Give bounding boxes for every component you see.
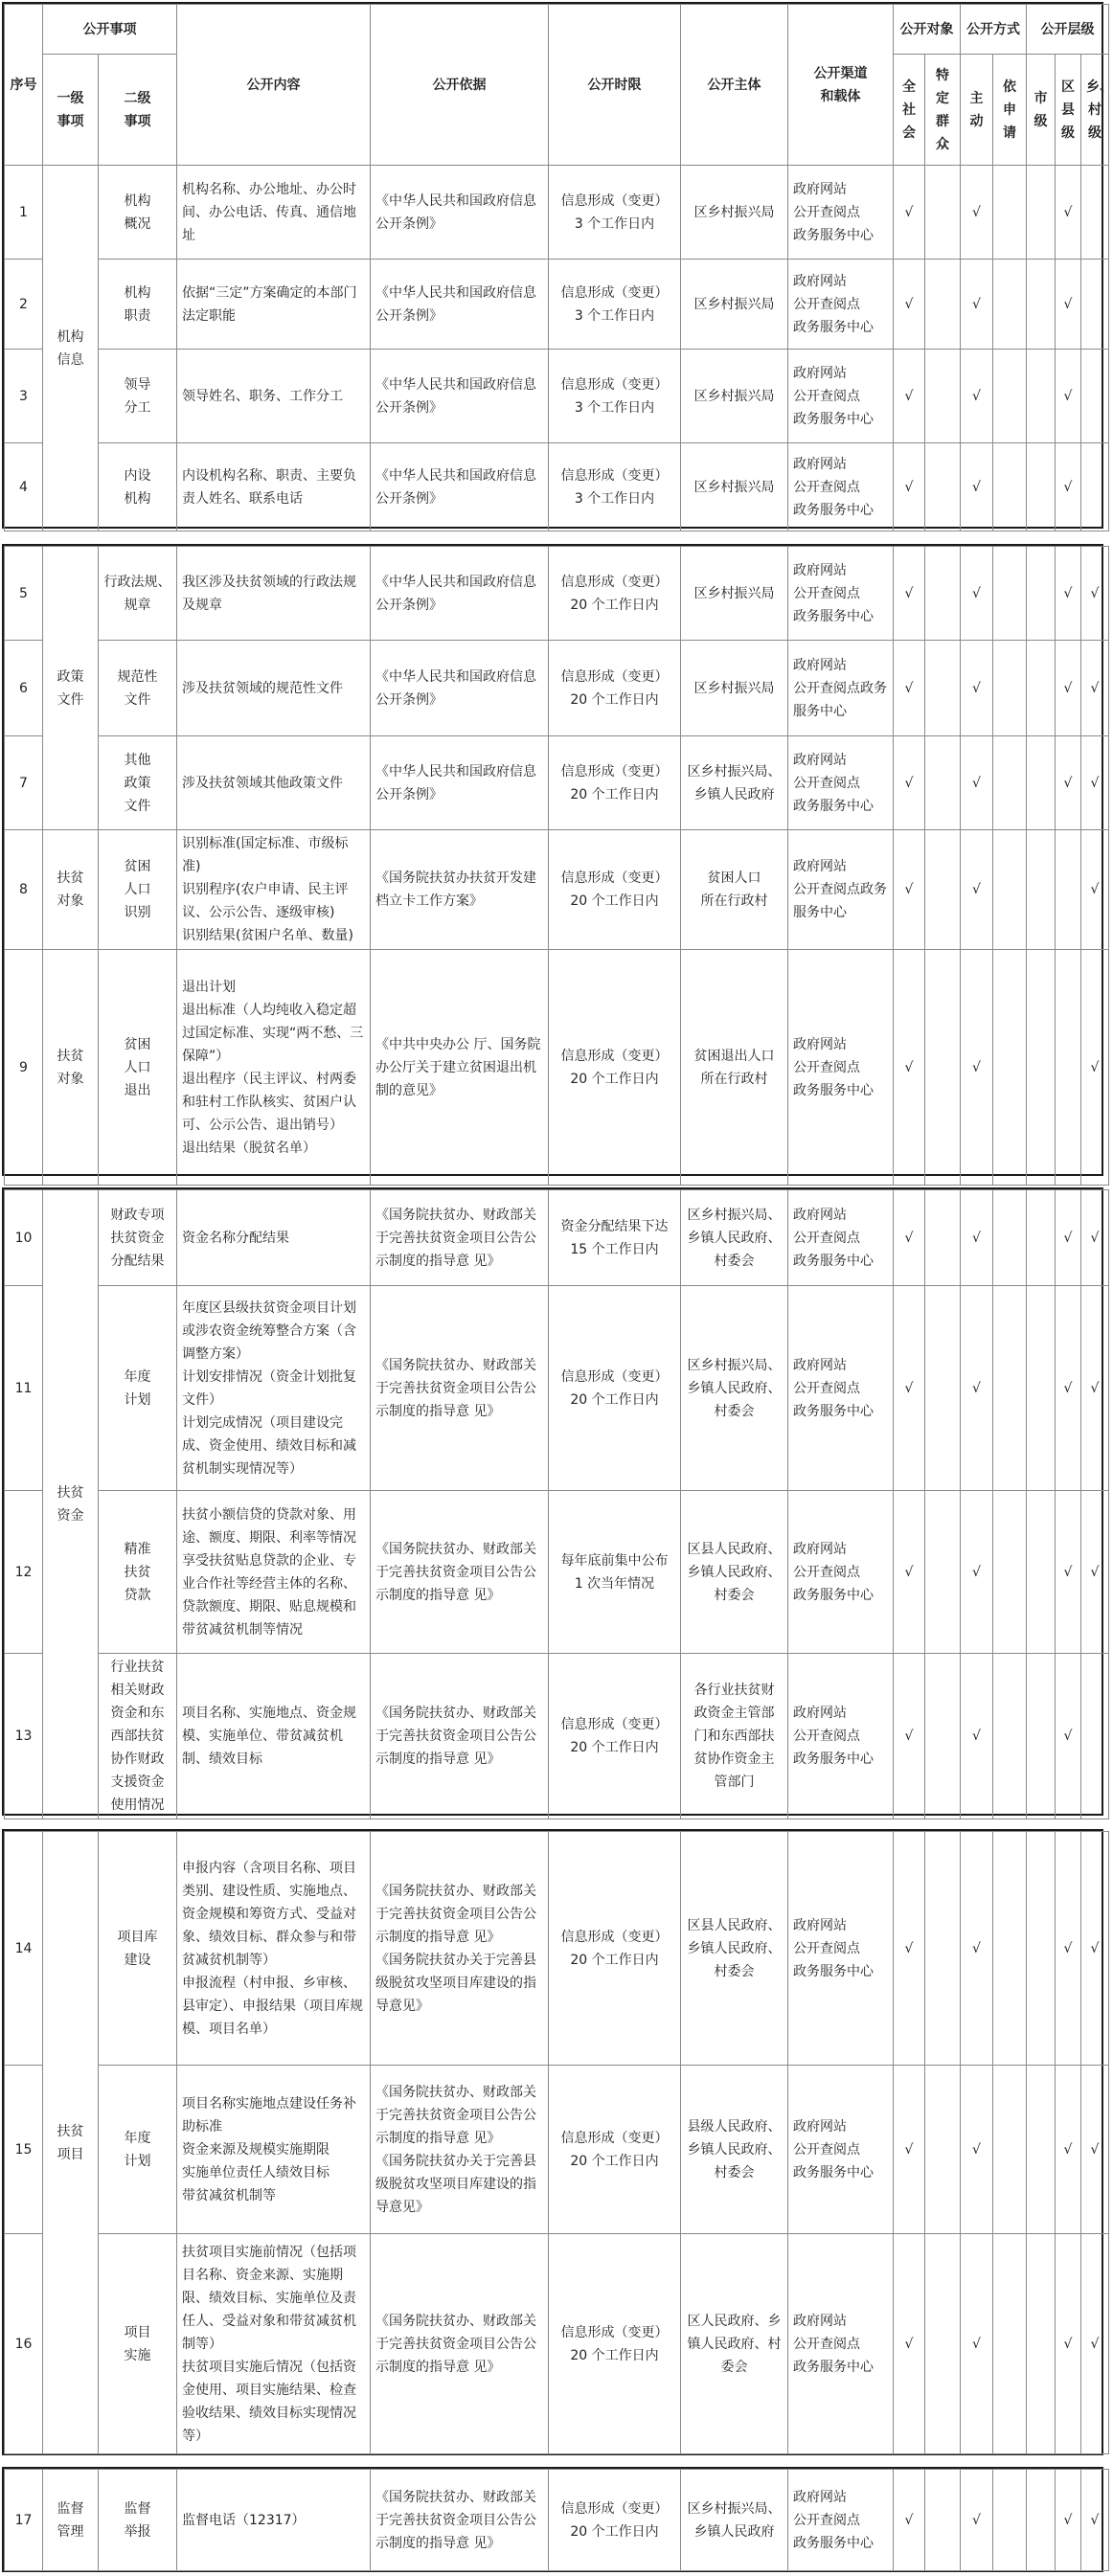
basis-cell: 《中华人民共和国政府信息公开条例》 [371, 166, 549, 260]
time-cell: 信息形成（变更） 3 个工作日内 [549, 443, 681, 531]
level1-cell: 政策 文件 [43, 547, 99, 830]
level1-cell: 扶贫 对象 [43, 830, 99, 950]
check-obj-specific [925, 736, 961, 830]
subject-cell: 区乡村振兴局 [681, 443, 788, 531]
subject-cell: 区乡村振兴局 [681, 547, 788, 641]
table-row [5, 1654, 1109, 1819]
header-time: 公开时限 [549, 5, 681, 166]
check-method-apply [993, 736, 1027, 830]
header-level1: 一级 事项 [43, 55, 99, 166]
subject-cell: 各行业扶贫财 政资金主管部 门和东西部扶 贫协作资金主 管部门 [681, 1654, 788, 1819]
channel-cell: 政府网站 公开查阅点 政务服务中心 [788, 1190, 894, 1286]
channel-cell: 政府网站 公开查阅点 政务服务中心 [788, 2234, 894, 2454]
level1-cell: 机构 信息 [43, 166, 99, 531]
time-cell: 信息形成（变更） 20 个工作日内 [549, 2066, 681, 2234]
content-cell: 申报内容（含项目名称、项目类别、建设性质、实施地点、资金规模和筹资方式、受益对象、绩效目标、群众参与和带贫减贫机制等） 申报流程（村申报、乡审核、县审定）、申报结果（项目库规模、项目名单） [177, 1832, 371, 2066]
content-cell: 年度区县级扶贫资金项目计划或涉农资金统筹整合方案（含调整方案） 计划安排情况（资金计划批复文件） 计划完成情况（项目建设完成、资金使用、绩效目标和减贫机制实现情况等） [177, 1286, 371, 1491]
check-layer-city [1027, 260, 1056, 350]
time-cell: 信息形成（变更） 20 个工作日内 [549, 547, 681, 641]
check-layer-city [1027, 166, 1056, 260]
time-cell: 信息形成（变更） 3 个工作日内 [549, 166, 681, 260]
check-obj-specific [925, 2470, 961, 2571]
check-obj-specific [925, 350, 961, 443]
check-layer-city [1027, 547, 1056, 641]
level2-cell: 规范性 文件 [99, 641, 177, 736]
check-layer-county: √ [1056, 2066, 1081, 2234]
check-method-active: √ [961, 260, 993, 350]
row-seq: 10 [5, 1190, 43, 1286]
table-section-1 [2, 2, 1113, 529]
check-layer-city [1027, 641, 1056, 736]
subject-cell: 区乡村振兴局、 乡镇人民政府、 村委会 [681, 1286, 788, 1491]
check-obj-all: √ [894, 443, 925, 531]
subject-cell: 区县人民政府、 乡镇人民政府、 村委会 [681, 1832, 788, 2066]
content-cell: 扶贫项目实施前情况（包括项目名称、资金来源、实施期限、绩效目标、实施单位及责任人、受益对象和带贫减贫机制等） 扶贫项目实施后情况（包括资金使用、项目实施结果、检查验收结果、绩效目标实现情况等） [177, 2234, 371, 2454]
time-cell: 信息形成（变更） 20 个工作日内 [549, 2234, 681, 2454]
content-cell: 依据“三定”方案确定的本部门法定职能 [177, 260, 371, 350]
check-method-active: √ [961, 166, 993, 260]
check-layer-county: √ [1056, 2470, 1081, 2571]
check-layer-county: √ [1056, 736, 1081, 830]
check-layer-town: √ [1081, 2234, 1109, 2454]
check-layer-county: √ [1056, 443, 1081, 531]
table-section-2 [2, 544, 1103, 1176]
check-layer-town: √ [1081, 950, 1109, 1186]
basis-cell: 《国务院扶贫办、财政部关于完善扶贫资金项目公告公示制度的指导意 见》 [371, 2470, 549, 2571]
check-obj-specific [925, 1491, 961, 1654]
basis-cell: 《中华人民共和国政府信息公开条例》 [371, 547, 549, 641]
subject-cell: 区县人民政府、 乡镇人民政府、 村委会 [681, 1491, 788, 1654]
check-layer-county: √ [1056, 1491, 1081, 1654]
row-seq: 17 [5, 2470, 43, 2571]
check-layer-town: √ [1081, 547, 1109, 641]
table-row [5, 547, 1109, 641]
channel-cell: 政府网站 公开查阅点政务服务中心 [788, 830, 894, 950]
content-cell: 项目名称实施地点建设任务补助标准 资金来源及规模实施期限 实施单位责任人绩效目标 带贫减贫机制等 [177, 2066, 371, 2234]
level1-cell: 扶贫 项目 [43, 1832, 99, 2454]
check-obj-specific [925, 641, 961, 736]
channel-cell: 政府网站 公开查阅点 政务服务中心 [788, 950, 894, 1186]
check-obj-all: √ [894, 260, 925, 350]
header-layer-town: 乡、 村 级 [1081, 55, 1109, 166]
level2-cell: 精准 扶贫 贷款 [99, 1491, 177, 1654]
header-subject: 公开主体 [681, 5, 788, 166]
row-seq: 5 [5, 547, 43, 641]
content-cell: 监督电话（12317） [177, 2470, 371, 2571]
check-layer-town [1081, 350, 1109, 443]
check-method-active: √ [961, 2234, 993, 2454]
check-obj-specific [925, 166, 961, 260]
check-layer-town: √ [1081, 2470, 1109, 2571]
time-cell: 信息形成（变更） 20 个工作日内 [549, 1654, 681, 1819]
row-seq: 6 [5, 641, 43, 736]
check-obj-all: √ [894, 166, 925, 260]
row-seq: 16 [5, 2234, 43, 2454]
time-cell: 信息形成（变更） 20 个工作日内 [549, 1286, 681, 1491]
check-method-active: √ [961, 641, 993, 736]
table-row [5, 736, 1109, 830]
subject-cell: 区乡村振兴局、 乡镇人民政府 [681, 2470, 788, 2571]
row-seq: 2 [5, 260, 43, 350]
check-obj-specific [925, 547, 961, 641]
check-layer-county: √ [1056, 166, 1081, 260]
time-cell: 信息形成（变更） 20 个工作日内 [549, 2470, 681, 2571]
level1-cell: 监督 管理 [43, 2470, 99, 2571]
table-row [5, 2470, 1109, 2571]
channel-cell: 政府网站 公开查阅点 政务服务中心 [788, 443, 894, 531]
check-layer-county: √ [1056, 260, 1081, 350]
basis-cell: 《中华人民共和国政府信息公开条例》 [371, 641, 549, 736]
level2-cell: 机构 概况 [99, 166, 177, 260]
check-layer-city [1027, 350, 1056, 443]
row-seq: 12 [5, 1491, 43, 1654]
header-layer: 公开层级 [1027, 5, 1109, 55]
level2-cell: 机构 职责 [99, 260, 177, 350]
check-method-apply [993, 950, 1027, 1186]
table-section-5 [2, 2467, 1103, 2572]
subject-cell: 县级人民政府、 乡镇人民政府、 村委会 [681, 2066, 788, 2234]
check-method-active: √ [961, 350, 993, 443]
check-method-apply [993, 1286, 1027, 1491]
header-matter: 公开事项 [43, 5, 177, 55]
check-layer-town: √ [1081, 1286, 1109, 1491]
check-layer-county: √ [1056, 1190, 1081, 1286]
check-method-apply [993, 1491, 1027, 1654]
check-method-apply [993, 1190, 1027, 1286]
check-obj-all: √ [894, 350, 925, 443]
time-cell: 信息形成（变更） 20 个工作日内 [549, 830, 681, 950]
check-method-active: √ [961, 950, 993, 1186]
level2-cell: 年度 计划 [99, 1286, 177, 1491]
table-row [5, 2234, 1109, 2454]
check-obj-all: √ [894, 950, 925, 1186]
check-layer-town: √ [1081, 1832, 1109, 2066]
level2-cell: 年度 计划 [99, 2066, 177, 2234]
content-cell: 领导姓名、职务、工作分工 [177, 350, 371, 443]
basis-cell: 《中共中央办公 厅、国务院办公厅关于建立贫困退出机制的意见》 [371, 950, 549, 1186]
check-method-apply [993, 2470, 1027, 2571]
header-obj-specific: 特 定 群 众 [925, 55, 961, 166]
header-obj-all: 全 社 会 [894, 55, 925, 166]
subject-cell: 区乡村振兴局 [681, 641, 788, 736]
check-obj-specific [925, 443, 961, 531]
channel-cell: 政府网站 公开查阅点 政务服务中心 [788, 1654, 894, 1819]
check-layer-town: √ [1081, 830, 1109, 950]
check-method-apply [993, 830, 1027, 950]
check-layer-county: √ [1056, 1654, 1081, 1819]
channel-cell: 政府网站 公开查阅点 政务服务中心 [788, 1286, 894, 1491]
header-object: 公开对象 [894, 5, 961, 55]
basis-cell: 《中华人民共和国政府信息公开条例》 [371, 443, 549, 531]
check-obj-all: √ [894, 2470, 925, 2571]
row-seq: 4 [5, 443, 43, 531]
table-section-3 [2, 1187, 1103, 1816]
check-obj-all: √ [894, 1832, 925, 2066]
table-row [5, 830, 1109, 950]
time-cell: 信息形成（变更） 3 个工作日内 [549, 350, 681, 443]
level2-cell: 行业扶贫 相关财政 资金和东 西部扶贫 协作财政 支援资金 使用情况 [99, 1654, 177, 1819]
check-method-apply [993, 2234, 1027, 2454]
table-row [5, 350, 1109, 443]
check-layer-city [1027, 443, 1056, 531]
check-layer-city [1027, 830, 1056, 950]
check-layer-county: √ [1056, 1286, 1081, 1491]
row-seq: 11 [5, 1286, 43, 1491]
channel-cell: 政府网站 公开查阅点 政务服务中心 [788, 1832, 894, 2066]
check-layer-town [1081, 166, 1109, 260]
check-obj-all: √ [894, 641, 925, 736]
level2-cell: 项目库 建设 [99, 1832, 177, 2066]
check-layer-town: √ [1081, 1190, 1109, 1286]
check-layer-city [1027, 950, 1056, 1186]
basis-cell: 《国务院扶贫办、财政部关于完善扶贫资金项目公告公示制度的指导意 见》 [371, 2234, 549, 2454]
check-layer-town: √ [1081, 736, 1109, 830]
check-method-apply [993, 350, 1027, 443]
level2-cell: 项目 实施 [99, 2234, 177, 2454]
basis-cell: 《国务院扶贫办、财政部关于完善扶贫资金项目公告公示制度的指导意 见》 [371, 1190, 549, 1286]
check-method-active: √ [961, 2470, 993, 2571]
row-seq: 3 [5, 350, 43, 443]
check-layer-county: √ [1056, 2234, 1081, 2454]
level2-cell: 贫困 人口 退出 [99, 950, 177, 1186]
check-method-active: √ [961, 830, 993, 950]
subject-cell: 贫困退出人口 所在行政村 [681, 950, 788, 1186]
check-obj-specific [925, 1286, 961, 1491]
row-seq: 14 [5, 1832, 43, 2066]
check-method-apply [993, 166, 1027, 260]
content-cell: 扶贫小额信贷的贷款对象、用途、额度、期限、利率等情况 享受扶贫贴息贷款的企业、专业合作社等经营主体的名称、贷款额度、期限、贴息规模和带贫减贫机制等情况 [177, 1491, 371, 1654]
table-row [5, 166, 1109, 260]
basis-cell: 《国务院扶贫办、财政部关于完善扶贫资金项目公告公示制度的指导意 见》 [371, 1286, 549, 1491]
check-layer-county [1056, 950, 1081, 1186]
check-obj-specific [925, 2234, 961, 2454]
check-method-apply [993, 641, 1027, 736]
table-row [5, 443, 1109, 531]
check-layer-town: √ [1081, 2066, 1109, 2234]
check-layer-city [1027, 1190, 1056, 1286]
subject-cell: 区乡村振兴局 [681, 350, 788, 443]
check-layer-county: √ [1056, 641, 1081, 736]
check-method-active: √ [961, 1832, 993, 2066]
check-obj-all: √ [894, 547, 925, 641]
time-cell: 信息形成（变更） 3 个工作日内 [549, 260, 681, 350]
basis-cell: 《国务院扶贫办、财政部关于完善扶贫资金项目公告公示制度的指导意 见》 《国务院扶贫办关于完善县级脱贫攻坚项目库建设的指导意见》 [371, 2066, 549, 2234]
check-method-apply [993, 260, 1027, 350]
content-cell: 涉及扶贫领域的规范性文件 [177, 641, 371, 736]
check-obj-specific [925, 1654, 961, 1819]
subject-cell: 区人民政府、乡 镇人民政府、村 委会 [681, 2234, 788, 2454]
basis-cell: 《中华人民共和国政府信息公开条例》 [371, 736, 549, 830]
table-row [5, 1491, 1109, 1654]
check-layer-city [1027, 2066, 1056, 2234]
check-method-apply [993, 547, 1027, 641]
level2-cell: 财政专项 扶贫资金 分配结果 [99, 1190, 177, 1286]
basis-cell: 《国务院扶贫办、财政部关于完善扶贫资金项目公告公示制度的指导意 见》 《国务院扶贫办关于完善县级脱贫攻坚项目库建设的指导意见》 [371, 1832, 549, 2066]
check-obj-all: √ [894, 1286, 925, 1491]
check-method-apply [993, 2066, 1027, 2234]
level1-cell: 扶贫 资金 [43, 1190, 99, 1819]
row-seq: 13 [5, 1654, 43, 1819]
check-method-active: √ [961, 443, 993, 531]
check-method-active: √ [961, 1190, 993, 1286]
row-seq: 7 [5, 736, 43, 830]
channel-cell: 政府网站 公开查阅点 政务服务中心 [788, 350, 894, 443]
row-seq: 15 [5, 2066, 43, 2234]
content-cell: 我区涉及扶贫领域的行政法规及规章 [177, 547, 371, 641]
check-obj-specific [925, 950, 961, 1186]
check-method-active: √ [961, 1286, 993, 1491]
channel-cell: 政府网站 公开查阅点 政务服务中心 [788, 2470, 894, 2571]
subject-cell: 区乡村振兴局 [681, 260, 788, 350]
header-channel: 公开渠道 和载体 [788, 5, 894, 166]
check-method-active: √ [961, 2066, 993, 2234]
header-method-apply: 依 申 请 [993, 55, 1027, 166]
check-layer-town: √ [1081, 1491, 1109, 1654]
time-cell: 资金分配结果下达 15 个工作日内 [549, 1190, 681, 1286]
level2-cell: 贫困 人口 识别 [99, 830, 177, 950]
check-obj-all: √ [894, 2234, 925, 2454]
time-cell: 信息形成（变更） 20 个工作日内 [549, 641, 681, 736]
check-layer-county: √ [1056, 547, 1081, 641]
channel-cell: 政府网站 公开查阅点 政务服务中心 [788, 260, 894, 350]
check-layer-city [1027, 2234, 1056, 2454]
channel-cell: 政府网站 公开查阅点 政务服务中心 [788, 1491, 894, 1654]
check-obj-all: √ [894, 1654, 925, 1819]
check-obj-all: √ [894, 736, 925, 830]
check-layer-town [1081, 443, 1109, 531]
check-method-active: √ [961, 1491, 993, 1654]
subject-cell: 区乡村振兴局、 乡镇人民政府 [681, 736, 788, 830]
table-row [5, 950, 1109, 1186]
check-layer-town [1081, 1654, 1109, 1819]
time-cell: 信息形成（变更） 20 个工作日内 [549, 1832, 681, 2066]
time-cell: 信息形成（变更） 20 个工作日内 [549, 950, 681, 1186]
check-method-apply [993, 1832, 1027, 2066]
check-layer-city [1027, 1654, 1056, 1819]
basis-cell: 《国务院扶贫办扶贫开发建档立卡工作方案》 [371, 830, 549, 950]
check-layer-town: √ [1081, 641, 1109, 736]
table-row [5, 1190, 1109, 1286]
level2-cell: 内设 机构 [99, 443, 177, 531]
check-obj-all: √ [894, 1491, 925, 1654]
check-obj-specific [925, 260, 961, 350]
header-seq: 序号 [5, 5, 43, 166]
basis-cell: 《中华人民共和国政府信息公开条例》 [371, 260, 549, 350]
check-layer-town [1081, 260, 1109, 350]
table-row [5, 260, 1109, 350]
header-method: 公开方式 [961, 5, 1027, 55]
channel-cell: 政府网站 公开查阅点 政务服务中心 [788, 736, 894, 830]
check-method-active: √ [961, 736, 993, 830]
row-seq: 1 [5, 166, 43, 260]
header-method-active: 主 动 [961, 55, 993, 166]
subject-cell: 贫困人口 所在行政村 [681, 830, 788, 950]
check-layer-city [1027, 1832, 1056, 2066]
check-obj-all: √ [894, 830, 925, 950]
header-layer-city: 市 级 [1027, 55, 1056, 166]
table-row [5, 1286, 1109, 1491]
check-obj-specific [925, 2066, 961, 2234]
content-cell: 资金名称分配结果 [177, 1190, 371, 1286]
subject-cell: 区乡村振兴局 [681, 166, 788, 260]
check-obj-all: √ [894, 2066, 925, 2234]
check-obj-specific [925, 1190, 961, 1286]
level2-cell: 领导 分工 [99, 350, 177, 443]
row-seq: 8 [5, 830, 43, 950]
content-cell: 内设机构名称、职责、主要负责人姓名、联系电话 [177, 443, 371, 531]
table-row [5, 2066, 1109, 2234]
check-layer-county [1056, 830, 1081, 950]
level2-cell: 行政法规、 规章 [99, 547, 177, 641]
channel-cell: 政府网站 公开查阅点政务服务中心 [788, 641, 894, 736]
table-row [5, 1832, 1109, 2066]
content-cell: 退出计划 退出标准（人均纯收入稳定超过国定标准、实现“两不愁、三保障”） 退出程序（民主评议、村两委和驻村工作队核实、贫困户认可、公示公告、退出销号） 退出结果（脱贫名单） [177, 950, 371, 1186]
header-layer-county: 区 县 级 [1056, 55, 1081, 166]
header-level2: 二级 事项 [99, 55, 177, 166]
check-layer-county: √ [1056, 1832, 1081, 2066]
table-row [5, 641, 1109, 736]
content-cell: 项目名称、实施地点、资金规模、实施单位、带贫减贫机制、绩效目标 [177, 1654, 371, 1819]
check-obj-specific [925, 1832, 961, 2066]
basis-cell: 《国务院扶贫办、财政部关于完善扶贫资金项目公告公示制度的指导意 见》 [371, 1654, 549, 1819]
check-obj-specific [925, 830, 961, 950]
check-layer-city [1027, 1491, 1056, 1654]
basis-cell: 《国务院扶贫办、财政部关于完善扶贫资金项目公告公示制度的指导意 见》 [371, 1491, 549, 1654]
time-cell: 信息形成（变更） 20 个工作日内 [549, 736, 681, 830]
header-content: 公开内容 [177, 5, 371, 166]
basis-cell: 《中华人民共和国政府信息公开条例》 [371, 350, 549, 443]
check-obj-all: √ [894, 1190, 925, 1286]
row-seq: 9 [5, 950, 43, 1186]
check-method-active: √ [961, 547, 993, 641]
channel-cell: 政府网站 公开查阅点 政务服务中心 [788, 166, 894, 260]
check-layer-city [1027, 1286, 1056, 1491]
check-method-active: √ [961, 1654, 993, 1819]
check-method-apply [993, 443, 1027, 531]
level2-cell: 其他 政策 文件 [99, 736, 177, 830]
channel-cell: 政府网站 公开查阅点 政务服务中心 [788, 547, 894, 641]
content-cell: 机构名称、办公地址、办公时间、办公电话、传真、通信地址 [177, 166, 371, 260]
check-layer-city [1027, 736, 1056, 830]
check-layer-county: √ [1056, 350, 1081, 443]
content-cell: 涉及扶贫领域其他政策文件 [177, 736, 371, 830]
level1-cell: 扶贫 对象 [43, 950, 99, 1186]
subject-cell: 区乡村振兴局、 乡镇人民政府、 村委会 [681, 1190, 788, 1286]
check-method-apply [993, 1654, 1027, 1819]
table-section-4 [2, 1829, 1103, 2455]
check-layer-city [1027, 2470, 1056, 2571]
header-basis: 公开依据 [371, 5, 549, 166]
level2-cell: 监督 举报 [99, 2470, 177, 2571]
content-cell: 识别标准(国定标准、市级标准) 识别程序(农户申请、民主评议、公示公告、逐级审核) 识别结果(贫困户名单、数量) [177, 830, 371, 950]
time-cell: 每年底前集中公布 1 次当年情况 [549, 1491, 681, 1654]
channel-cell: 政府网站 公开查阅点 政务服务中心 [788, 2066, 894, 2234]
